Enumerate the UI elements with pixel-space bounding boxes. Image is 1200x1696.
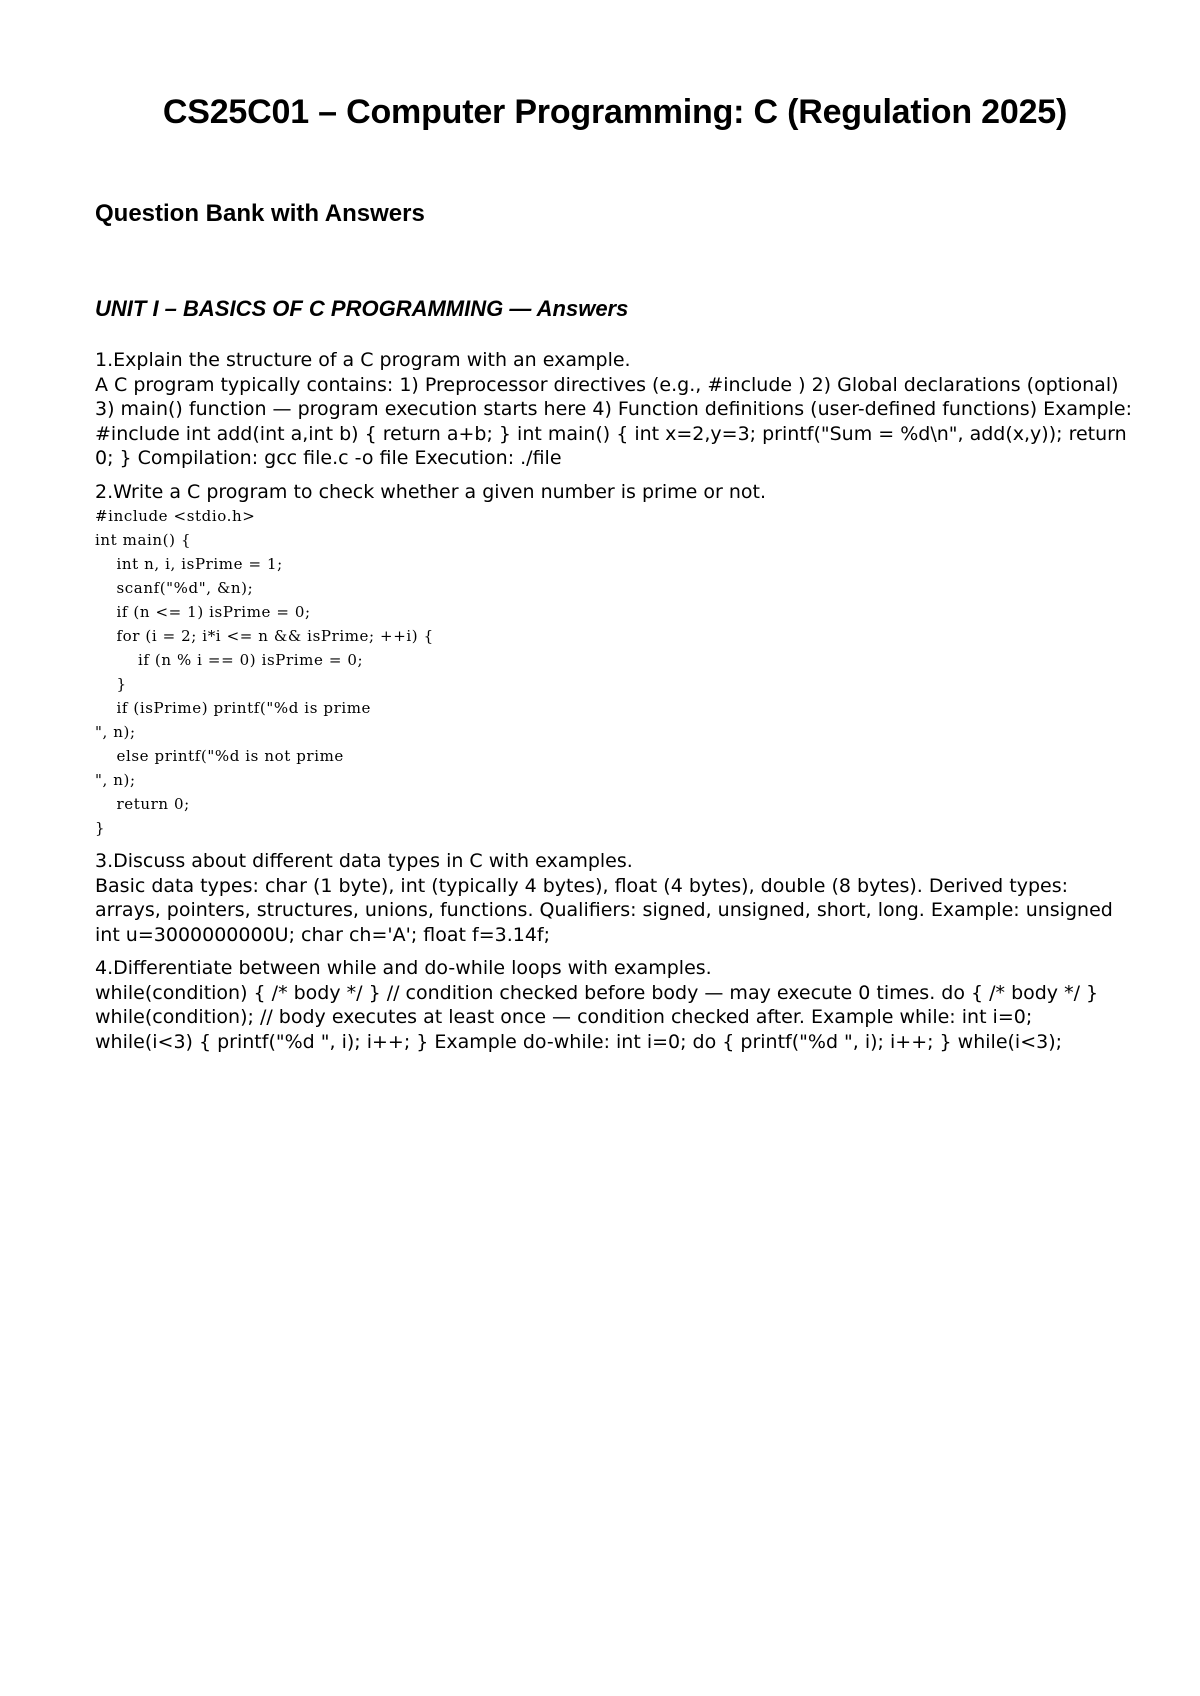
question-text: 2.Write a C program to check whether a given number is prime or not.: [95, 480, 767, 503]
answer-text: A C program typically contains: 1) Preprocessor directives (e.g., #include ) 2) Global declarations (optional) 3) main() function — program execution starts here 4) Function definitions (user-defined functions) Example: #include int add(int a,int b) { return a+b; } int main() { int x=2,y=3; printf("Sum = %d\n", add(x,y)); return 0; } Compilation: gcc file.c -o file Execution: ./file: [95, 373, 1132, 469]
question-item-2: [95, 480, 1135, 841]
question-item-1: [95, 348, 1135, 471]
answer-text: Basic data types: char (1 byte), int (typically 4 bytes), float (4 bytes), double (8 bytes). Derived types: arrays, pointers, structures, unions, functions. Qualifiers: signed, unsigned, short, long. Example: unsigned int u=3000000000U; char ch='A'; float f=3.14f;: [95, 874, 1113, 946]
document-page: [95, 90, 1135, 1053]
question-item-3: [95, 849, 1135, 947]
document-subtitle: Question Bank with Answers: [95, 200, 425, 227]
question-item-4: [95, 956, 1135, 1054]
answer-text: while(condition) { /* body */ } // condition checked before body — may execute 0 times. do { /* body */ } while(condition); // body executes at least once — condition checked after. Example while: int i=0; while(i<3) { printf("%d ", i); i++; } Example do-while: int i=0; do { printf("%d ", i); i++; } while(i<3);: [95, 981, 1099, 1053]
question-text: 3.Discuss about different data types in C with examples.: [95, 850, 633, 872]
code-block: #include <stdio.h> int main() { int n, i, isPrime = 1; scanf("%d", &n); if (n <= 1) isPrime = 0; for (i = 2; i*i <= n && isPrime; ++i) { if (n % i == 0) isPrime = 0; } if (isPrime) printf("%d is prime ", n); else printf("%d is not prime ", n); return 0; }: [95, 507, 434, 837]
document-title: CS25C01 – Computer Programming: C (Regulation 2025): [162, 93, 1068, 131]
question-text: 4.Differentiate between while and do-while loops with examples.: [95, 957, 712, 979]
unit-heading: UNIT I – BASICS OF C PROGRAMMING — Answers: [95, 296, 629, 321]
question-text: 1.Explain the structure of a C program with an example.: [95, 349, 631, 371]
question-list: [95, 348, 1135, 1063]
